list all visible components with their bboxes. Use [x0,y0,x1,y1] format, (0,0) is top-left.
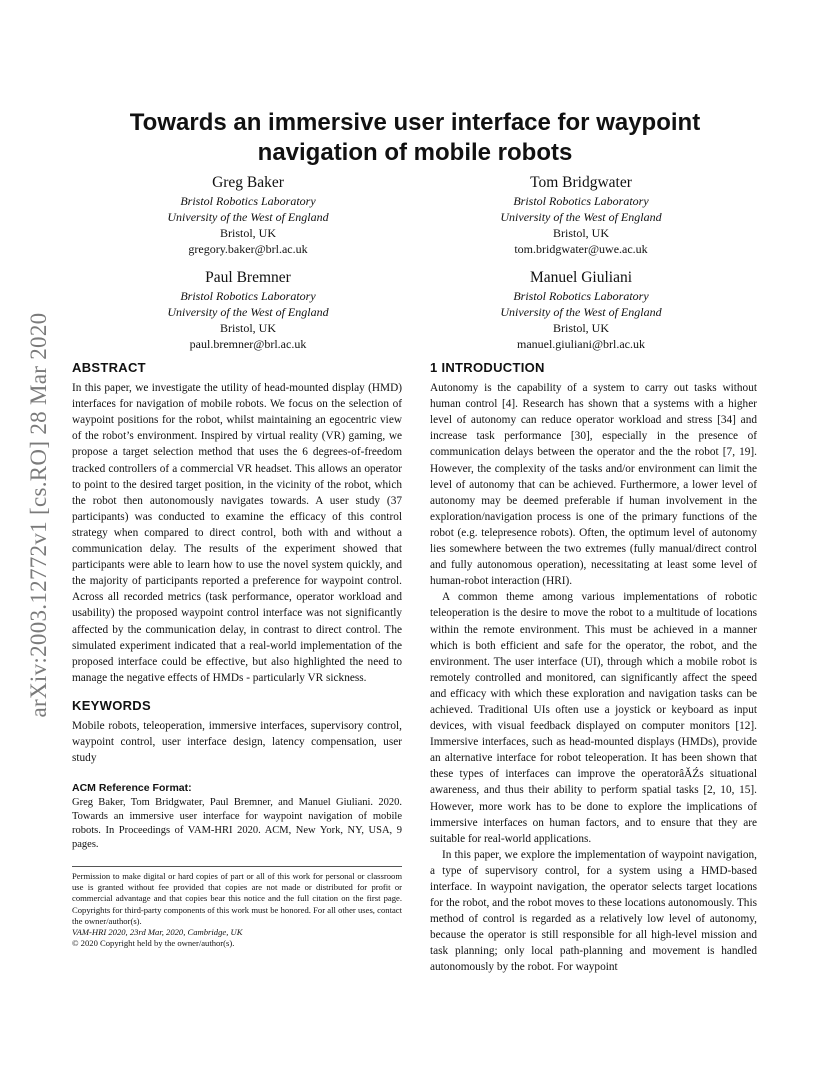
author-block [451,268,711,352]
arxiv-identifier [22,285,56,745]
author-affiliation: University of the West of England [167,210,329,224]
author-name: Paul Bremner [205,269,291,286]
author-affiliation: Bristol Robotics Laboratory [180,289,316,303]
author-email[interactable]: tom.bridgwater@uwe.ac.uk [514,242,648,256]
author-email[interactable]: gregory.baker@brl.ac.uk [188,242,308,256]
author-email[interactable]: paul.bremner@brl.ac.uk [189,337,307,351]
keywords-text: Mobile robots, teleoperation, immersive interfaces, supervisory control, waypoint control, user interface design, latency compensation, user study [72,719,402,765]
author-block [118,173,378,257]
author-block [451,173,711,257]
author-location: Bristol, UK [552,321,609,335]
author-location: Bristol, UK [552,226,609,240]
author-affiliation: University of the West of England [167,305,329,319]
permission-notice: Permission to make digital or hard copies of part or all of this work for personal or classroom use is granted without fee provided that copies are not made or distributed for profit or commercial advantage and that copies bear this notice and the full citation on the first page. Copyrights for third-party components of this work must be honored. For all other uses, contact the owner/author(s). [72,871,402,926]
reference-format-heading: ACM Reference Format: [72,782,192,795]
left-column [72,360,402,852]
author-affiliation: Bristol Robotics Laboratory [513,194,649,208]
abstract-text: In this paper, we investigate the utility of head-mounted display (HMD) interfaces for navigation of mobile robots. We focus on the selection of waypoint positions for the robot, whilst maintaining an egocentric view of the robot’s environment. Inspired by virtual reality (VR) gaming, we propose a target selection method that uses the 6 degrees-of-freedom tracked controllers of a commercial VR headset. This allows an operator to point to the desired target position, in the vicinity of the robot, which the robot then autonomously navigates towards. A user study (37 participants) was conducted to examine the efficacy of this control strategy when compared to direct control, both with and without a communication delay. The results of the experiment showed that participants were able to learn how to use the novel system quickly, and the majority of participants reported a preference for waypoint control. Across all recorded metrics (task performance, operator workload and usability) the proposed waypoint control interface was not significantly affected by the communication delay, in contrast to direct control. The simulated experiment indicated that a real-world implementation of the proposed interface could be effective, but also highlighted the need to manage the negative effects of HMDs - particularly VR sickness. [72,382,402,684]
paper-title: Towards an immersive user interface for waypoint navigation of mobile robots [129,109,701,166]
intro-paragraph: In this paper, we explore the implementation of waypoint navigation, a type of supervisory control, for a system using a HMD-based interface. In waypoint navigation, the operator selects target locations for the robot, and the robot moves to these locations autonomously. This method of control is regarded as a relatively low level of autonomy, because the operator is still responsible for all high-level mission and task planning; only local path-planning and movement is handled autonomously by the robot. For waypoint [430,848,757,974]
intro-paragraph: Autonomy is the capability of a system to carry out tasks without human control [4]. Research has shown that a systems with a higher level of autonomy can reduce operator workload and stress [34] and increase task performance [30], especially in the presence of communication delays between the operator and the the robot [7, 19]. However, the complexity of the tasks and/or environment can limit the level of autonomy that can be achieved. Furthermore, a lower level of autonomy may be deemed preferable if human involvement in the exploration/navigation process is one of the primary functions of the robot (e.g. telepresence robots). Often, the optimum level of autonomy lies somewhere between the two extremes (fully manual/direct control and fully autonomous operation), necessitating at least some level of human-robot interaction (HRI). [430,382,757,588]
author-name: Manuel Giuliani [529,269,633,286]
reference-format-text: Greg Baker, Tom Bridgwater, Paul Bremner, and Manuel Giuliani. 2020. Towards an immersive user interface for waypoint navigation of mobile robots. In Proceedings of VAM-HRI 2020. ACM, New York, NY, USA, 9 pages. [72,797,402,851]
keywords-heading: KEYWORDS [72,697,151,713]
author-name: Greg Baker [212,174,284,191]
intro-paragraph: A common theme among various implementations of robotic teleoperation is the desire to move the robot to a multitude of locations within the remote environment. This must be achieved in a manner which is both efficient and safe for the operator, the robot, and the environment. The user interface (UI), through which a mobile robot is remotely controlled and monitored, can significantly affect the speed and efficacy with which these exploration and navigation tasks can be achieved. Traditional UIs often use a joystick or keyboard as input devices, with visual feedback displayed on computer monitors [12]. Immersive interfaces, such as head-mounted displays (HMDs), provide an alternative interface for robot teleoperation. It has been shown that these types of interfaces can improve the operatorâĂŹs situational awareness, and thus their ability to perform spatial tasks [2, 10, 15]. However, more work has to be done to explore the implications of immersive interfaces on human factors, and to ensure that they are suitable for real-world applications. [430,591,757,845]
author-location: Bristol, UK [219,321,276,335]
author-email[interactable]: manuel.giuliani@brl.ac.uk [516,337,645,351]
copyright-line: © 2020 Copyright held by the owner/author(s). [72,938,235,949]
author-affiliation: Bristol Robotics Laboratory [513,289,649,303]
author-affiliation: Bristol Robotics Laboratory [180,194,316,208]
right-column [430,360,757,976]
copyright-footnote [72,866,402,949]
author-name: Tom Bridgwater [530,174,632,191]
venue-line: VAM-HRI 2020, 23rd Mar, 2020, Cambridge, UK [72,927,243,938]
author-affiliation: University of the West of England [500,210,662,224]
abstract-heading: ABSTRACT [72,360,146,375]
author-affiliation: University of the West of England [500,305,662,319]
author-block [118,268,378,352]
introduction-heading: 1 INTRODUCTION [430,360,545,375]
arxiv-identifier-text: arXiv:2003.12772v1 [cs.RO] 28 Mar 2020 [26,312,51,718]
author-location: Bristol, UK [219,226,276,240]
